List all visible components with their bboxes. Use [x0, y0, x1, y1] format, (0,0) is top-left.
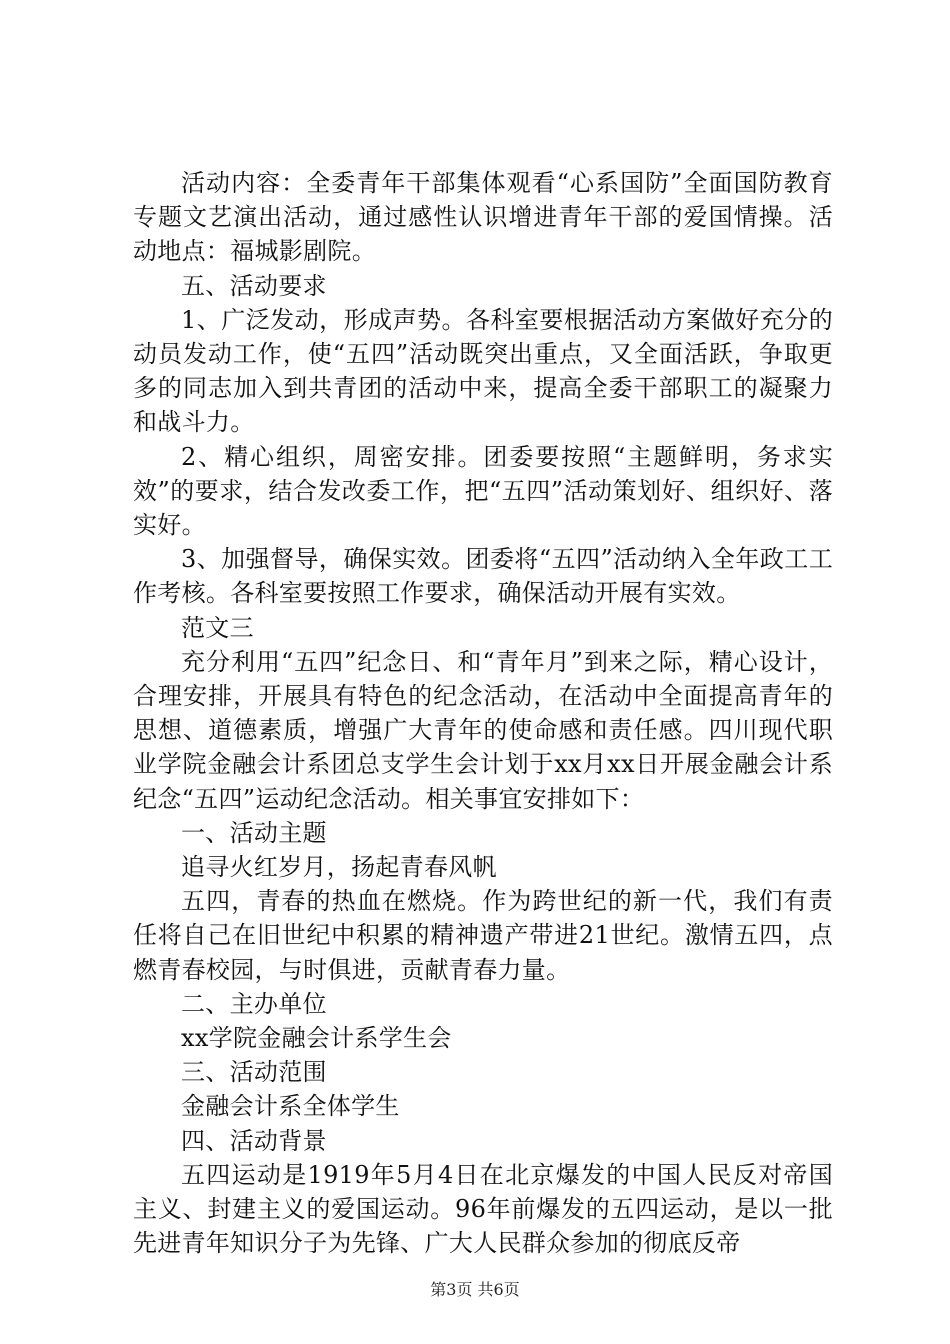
- page-footer: 第3页 共6页: [430, 1280, 520, 1299]
- paragraph-requirement-3: 3、加强督导，确保实效。团委将“五四”活动纳入全年政工工作考核。各科室要按照工作要求，确保活动开展有实效。: [133, 545, 833, 608]
- paragraph-youth: 五四，青春的热血在燃烧。作为跨世纪的新一代，我们有责任将自己在旧世纪中积累的精神遗产带进21世纪。激情五四，点燃青春校园，与时俱进，贡献青春力量。: [133, 887, 833, 984]
- paragraph-requirement-1: 1、广泛发动，形成声势。各科室要根据活动方案做好充分的动员发动工作，使“五四”活动既突出重点，又全面活跃，争取更多的同志加入到共青团的活动中来，提高全委干部职工的凝聚力和战斗力。: [133, 305, 833, 437]
- heading-organizer: 二、主办单位: [181, 989, 327, 1018]
- paragraph-intro: 充分利用“五四”纪念日、和“青年月”到来之际，精心设计，合理安排，开展具有特色的纪念活动，在活动中全面提高青年的思想、道德素质，增强广大青年的使命感和责任感。四川现代职业学院金融会计系团总支学生会计划于xx月xx日开展金融会计系纪念“五四”运动纪念活动。相关事宜安排如下：: [133, 647, 833, 813]
- heading-activity-scope: 三、活动范围: [181, 1058, 327, 1087]
- paragraph-activity-content: 活动内容：全委青年干部集体观看“心系国防”全面国防教育专题文艺演出活动，通过感性认识增进青年干部的爱国情操。活动地点：福城影剧院。: [133, 169, 833, 266]
- heading-activity-background: 四、活动背景: [181, 1126, 327, 1155]
- paragraph-theme: 追寻火红岁月，扬起青春风帆: [181, 853, 497, 882]
- heading-activity-theme: 一、活动主题: [181, 818, 327, 847]
- paragraph-scope: 金融会计系全体学生: [181, 1092, 400, 1121]
- heading-activity-requirements: 五、活动要求: [181, 271, 327, 300]
- paragraph-background: 五四运动是1919年5月4日在北京爆发的中国人民反对帝国主义、封建主义的爱国运动。96年前爆发的五四运动，是以一批先进青年知识分子为先锋、广大人民群众参加的彻底反帝: [133, 1160, 833, 1258]
- paragraph-requirement-2: 2、精心组织，周密安排。团委要按照“主题鲜明，务求实效”的要求，结合发改委工作，把“五四”活动策划好、组织好、落实好。: [133, 442, 833, 540]
- paragraph-organizer: xx学院金融会计系学生会: [181, 1024, 452, 1053]
- document-body: [133, 166, 833, 1261]
- heading-sample-three: 范文三: [181, 613, 254, 642]
